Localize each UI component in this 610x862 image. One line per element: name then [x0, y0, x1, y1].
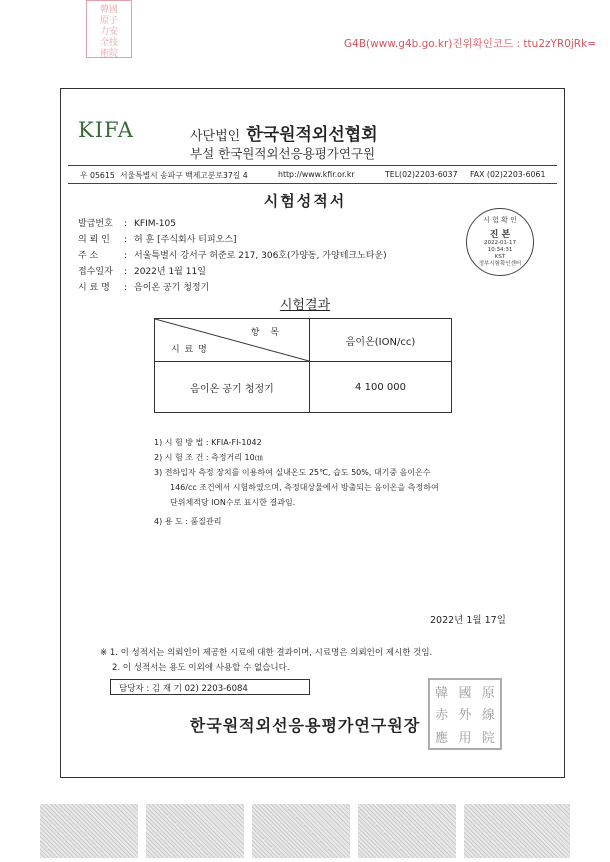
note-1: 1) 시 험 방 법 : KFIA-FI-1042 [154, 438, 262, 447]
tel: TEL(02)2203-6037 [385, 170, 458, 179]
row-value: 4 100 000 [310, 362, 452, 413]
top-seal-stamp: 韓國 原子 力安 全技 術院 [86, 0, 132, 58]
section-title: 시험결과 [279, 298, 331, 313]
table-header-diagonal [155, 319, 310, 362]
address: 서울특별시 송파구 백제고분로37길 4 [120, 171, 248, 180]
results-table [154, 318, 452, 413]
org-sub: 부설 한국원적외선응용평가연구원 [190, 146, 376, 161]
security-pattern [252, 804, 350, 858]
director-square-seal: 韓 國 原 赤 外 線 應 用 院 [428, 678, 502, 750]
document-title: 시험성적서 [263, 192, 347, 210]
org-title: 한국원적외선협회 [246, 125, 378, 145]
security-pattern [464, 804, 570, 858]
fax: FAX (02)2203-6061 [470, 170, 546, 179]
field-issue-number: 발급번호 : KFIM-105 [78, 219, 176, 229]
note-4: 4) 용 도 : 품질관리 [154, 517, 222, 526]
note-3: 3) 전하입자 측정 장치를 이용하여 실내온도 25℃, 습도 50%, 대기중 음이온수 [154, 468, 431, 477]
field-client: 의 뢰 인 : 허 훈 [주식회사 티피오스] [78, 235, 237, 245]
row-sample: 음이온 공기 청정기 [155, 362, 310, 413]
contact-box: 담당자 : 김 재 기 02) 2203-6084 [110, 679, 310, 695]
verification-code: G4B(www.g4b.go.kr)진위확인코드 : ttu2zYR0jRk= [344, 38, 596, 50]
postal-code: 우 05615 [80, 171, 115, 180]
footnote-1: ※ 1. 이 성적서는 의뢰인이 제공한 시료에 대한 결과이며, 시료명은 의뢰인이 제시한 것임. [100, 648, 433, 658]
org-prefix: 사단법인 [190, 129, 241, 144]
field-receipt-date: 접수일자 : 2022년 1월 11일 [78, 267, 206, 277]
field-sample-name: 시 료 명 : 음이온 공기 청정기 [78, 283, 210, 293]
note-3c: 단위체적당 ION수로 표시한 결과임. [170, 498, 296, 507]
divider [68, 183, 557, 184]
header-value: 음이온(ION/cc) [310, 319, 452, 362]
divider [68, 165, 557, 166]
header-sample: 시 료 명 [171, 345, 208, 355]
security-pattern [146, 804, 244, 858]
note-3b: 146/cc 조건에서 시험하였으며, 측정대상물에서 방출되는 음이온을 측정하여 [170, 483, 439, 492]
header-item: 항 목 [250, 328, 283, 338]
website: http://www.kfir.or.kr [278, 170, 355, 179]
field-address: 주 소 : 서울특별시 강서구 허준로 217, 306호(가양동, 가양테크노타운) [78, 251, 387, 261]
issue-date: 2022년 1월 17일 [430, 615, 506, 626]
kifa-logo: KIFA [78, 118, 134, 142]
org-name [190, 120, 378, 145]
director-title: 한국원적외선응용평가연구원장 [189, 716, 421, 735]
note-2: 2) 시 험 조 건 : 측정거리 10㎝ [154, 453, 263, 462]
verification-round-seal: 시 험 확 인 진 본 2022-01-17 10:34:31 KST 정부시험확인센터 [466, 208, 534, 276]
security-pattern [40, 804, 138, 858]
security-pattern [358, 804, 456, 858]
footnote-2: 2. 이 성적서는 용도 이외에 사용할 수 없습니다. [112, 663, 290, 673]
